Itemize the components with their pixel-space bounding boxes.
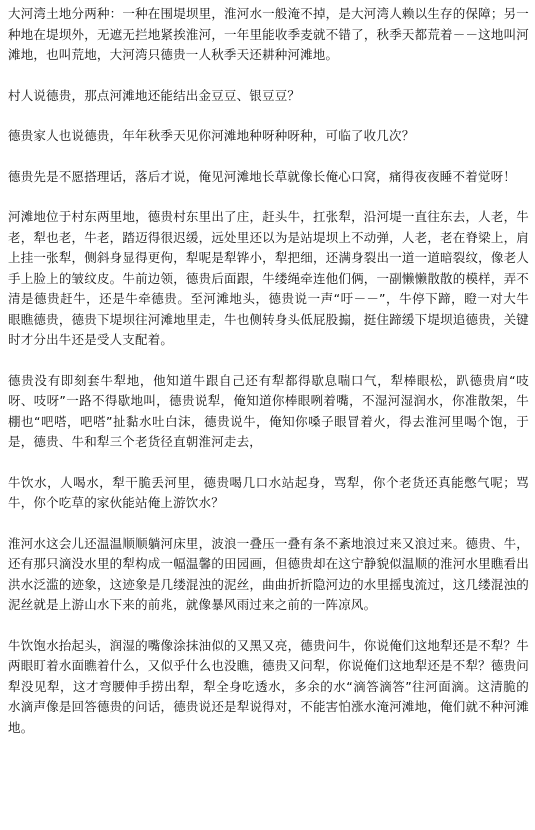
- paragraph-5: 河滩地位于村东两里地，德贵村东里出了庄，赶头牛，扛张犁，沿河堤一直往东去，人老，牛老，犁也老，牛老，踏迈得很迟缓，远处里还以为是站堤坝上不动弹，人老，老在脊梁上，肩上挂一张犁，侧斜身显得更佝，犁呢是犁铧小，犁把细，还满身裂出一道一道暗裂纹，像老人手上脸上的皱纹皮。牛前边领，德贵后面跟，牛缕绳牵连他们俩，一副懒懒散散的模样，弄不清是德贵赶牛，还是牛牵德贵。至河滩地头，德贵说一声“吁－－”，牛停下蹄，瞪一对大牛眼瞧德贵，德贵下堤坝往河滩地里走，牛也侧转身头低屁股搧，挺住蹄缓下堤坝追德贵，关键时才分出牛还是受人支配着。: [8, 209, 529, 347]
- paragraph-8: 淮河水这会儿还温温顺顺躺河床里，波浪一叠压一叠有条不紊地浪过来又浪过来。德贵、牛，还有那只滴没水里的犁构成一幅温馨的田园画，但德贵却在这宁静貌似温顺的淮河水里瞧看出洪水泛滥的迹象，这迹象是几缕混浊的泥丝，曲曲折折隐河边的水里摇曳流过，这几缕混浊的泥丝就是上游山水下来的前兆，就像暴风雨过来之前的一阵凉风。: [8, 535, 529, 612]
- paragraph-2: 村人说德贵，那点河滩地还能结出金豆豆、银豆豆？: [8, 87, 301, 103]
- paragraph-9: 牛饮饱水抬起头，润湿的嘴像涂抹油似的又黑又亮，德贵问牛，你说俺们这地犁还是不犁？牛两眼盯着水面瞧着什么，又似乎什么也没瞧，德贵又问犁，你说俺们这地犁还是不犁？德贵问犁没见犁，这才弯腰伸手捞出犁，犁全身吃透水，多余的水“滴答滴答”往河面滴。这清脆的水滴声像是回答德贵的问话，德贵说还是犁说得对，不能害怕涨水淹河滩地，俺们就不种河滩地。: [8, 637, 529, 735]
- paragraph-4: 德贵先是不愿搭理话，落后才说，俺见河滩地长草就像长俺心口窝，痛得夜夜睡不着觉呀！: [8, 168, 517, 184]
- paragraph-3: 德贵家人也说德贵，年年秋季天见你河滩地种呀种呀种，可临了收几次？: [8, 128, 415, 143]
- paragraph-1: 大河湾土地分两种：一种在围堤坝里，淮河水一般淹不掉，是大河湾人赖以生存的保障；另一种地在堤坝外，无遮无拦地紧挨淮河，一年里能收季麦就不错了，秋季天都荒着－－这地叫河滩地，也叫荒地，大河湾只德贵一人秋季天还耕种河滩地。: [8, 6, 529, 62]
- paragraph-7: 牛饮水，人喝水，犁干脆丢河里，德贵喝几口水站起身，骂犁，你个老货还真能憋气呢；骂牛，你个吃草的家伙能站俺上游饮水？: [8, 474, 529, 510]
- paragraph-6: 德贵没有即刻套牛犁地，他知道牛跟自己还有犁都得歇息喘口气，犁棒眼松，趴德贵肩“吱呀、吱呀”一路不得歇地叫，德贵说犁，俺知道你棒眼咧着嘴，不湿河湿润水，你准散架，牛棚也“吧嗒，吧嗒”扯黏水吐白沫，德贵说牛，俺知你嗓子眼冒着火，得去淮河里喝个饱，于是，德贵、牛和犁三个老货径直朝淮河走去，: [8, 372, 529, 449]
